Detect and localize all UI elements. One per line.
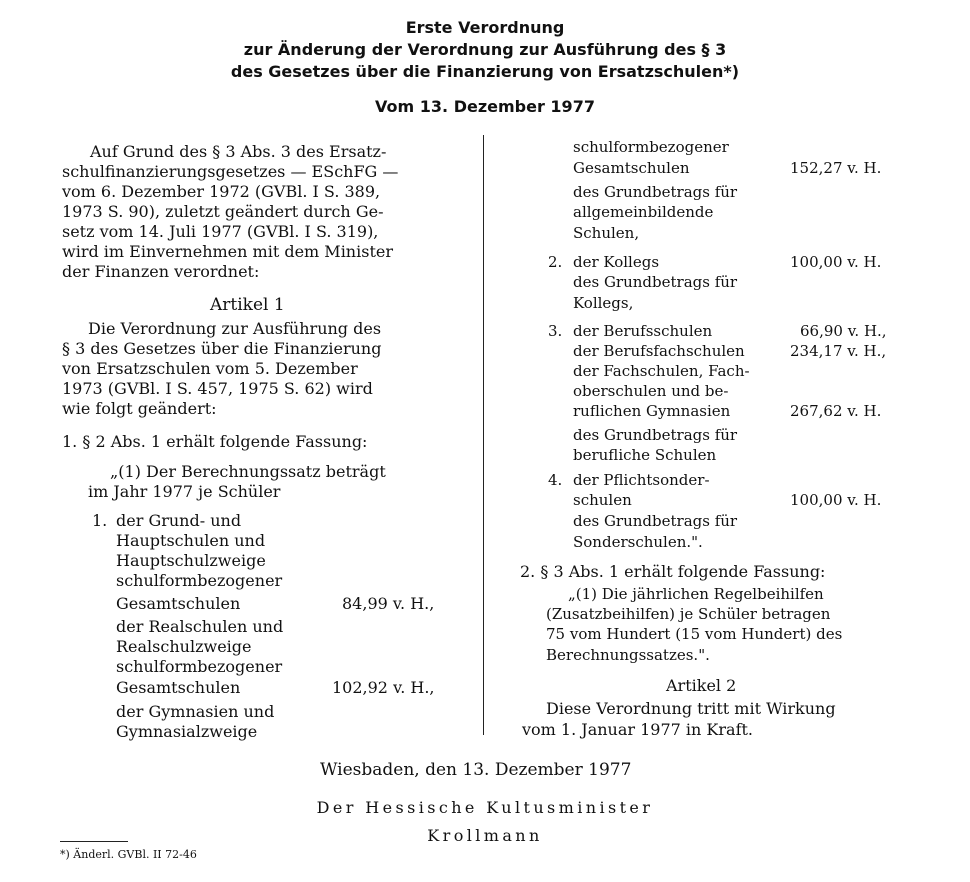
sub-item-number: 1. — [92, 511, 108, 530]
percentage-value: 66,90 v. H., — [800, 322, 887, 340]
column-divider — [483, 135, 484, 735]
item-1-heading: 1. § 2 Abs. 1 erhält folgende Fassung: — [62, 432, 368, 451]
sub-item-line: Hauptschulzweige — [116, 551, 266, 570]
intro-line: setz vom 14. Juli 1977 (GVBl. I S. 319), — [62, 222, 379, 241]
title-line-1: Erste Verordnung — [405, 18, 565, 37]
sub-item-line: der Grund- und — [116, 511, 242, 530]
sub-item-number: 4. — [548, 471, 563, 489]
date-line: Vom 13. Dezember 1977 — [375, 97, 595, 116]
footnote: *) Änderl. GVBl. II 72-46 — [60, 848, 197, 861]
quote2-line: „(1) Die jährlichen Regelbeihilfen — [568, 585, 824, 603]
right-line: schulformbezogener — [573, 138, 729, 156]
place-date: Wiesbaden, den 13. Dezember 1977 — [320, 760, 632, 780]
sub-item-line: der Realschulen und — [116, 617, 284, 636]
right-line: oberschulen und be- — [573, 382, 729, 400]
sub-item-line: Gymnasialzweige — [116, 722, 258, 741]
art2-line: vom 1. Januar 1977 in Kraft. — [522, 720, 754, 739]
quote2-line: (Zusatzbeihilfen) je Schüler betragen — [546, 605, 831, 623]
right-line: allgemeinbildende — [573, 203, 714, 221]
percentage-value: 152,27 v. H. — [790, 159, 882, 177]
art1-line: § 3 des Gesetzes über die Finanzierung — [62, 339, 382, 358]
right-line: der Pflichtsonder- — [573, 471, 710, 489]
right-line: der Berufsfachschulen — [573, 342, 745, 360]
right-line: der Fachschulen, Fach- — [573, 362, 750, 380]
title-line-2: zur Änderung der Verordnung zur Ausführung des § 3 — [243, 40, 727, 59]
sub-item-line: Realschulzweige — [116, 637, 252, 656]
quote-line: im Jahr 1977 je Schüler — [88, 482, 281, 501]
intro-line: 1973 S. 90), zuletzt geändert durch Ge- — [62, 202, 384, 221]
artikel-1-heading: Artikel 1 — [210, 295, 285, 315]
sub-item-line: Gesamtschulen — [116, 678, 241, 697]
art1-line: 1973 (GVBl. I S. 457, 1975 S. 62) wird — [62, 379, 373, 398]
right-line: des Grundbetrags für — [573, 273, 738, 291]
artikel-2-heading: Artikel 2 — [666, 676, 737, 695]
intro-line: vom 6. Dezember 1972 (GVBl. I S. 389, — [62, 182, 381, 201]
title-line-3: des Gesetzes über die Finanzierung von Ersatzschulen*) — [230, 62, 740, 81]
right-line: berufliche Schulen — [573, 446, 717, 464]
sub-item-line: Gesamtschulen — [116, 594, 241, 613]
right-line: der Kollegs — [573, 253, 660, 271]
right-line: des Grundbetrags für — [573, 512, 738, 530]
right-line: der Berufsschulen — [573, 322, 713, 340]
intro-line: der Finanzen verordnet: — [62, 262, 260, 281]
right-line: des Grundbetrags für — [573, 426, 738, 444]
quote2-line: Berechnungssatzes.". — [546, 646, 710, 664]
intro-line: wird im Einvernehmen mit dem Minister — [62, 242, 393, 261]
sub-item-number: 2. — [548, 253, 563, 271]
sub-item-line: schulformbezogener — [116, 657, 283, 676]
right-line: Sonderschulen.". — [573, 533, 703, 551]
right-line: Gesamtschulen — [573, 159, 690, 177]
sub-item-line: schulformbezogener — [116, 571, 283, 590]
art1-line: von Ersatzschulen vom 5. Dezember — [62, 359, 358, 378]
sub-item-number: 3. — [548, 322, 563, 340]
art1-line: Die Verordnung zur Ausführung des — [88, 319, 382, 338]
percentage-value: 102,92 v. H., — [332, 678, 435, 697]
quote2-line: 75 vom Hundert (15 vom Hundert) des — [546, 625, 843, 643]
item-2-heading: 2. § 3 Abs. 1 erhält folgende Fassung: — [520, 562, 826, 581]
right-line: Schulen, — [573, 224, 640, 242]
sub-item-line: der Gymnasien und — [116, 702, 275, 721]
percentage-value: 84,99 v. H., — [342, 594, 435, 613]
right-line: schulen — [573, 491, 632, 509]
right-line: ruflichen Gymnasien — [573, 402, 731, 420]
footnote-rule — [60, 841, 128, 842]
percentage-value: 234,17 v. H., — [790, 342, 887, 360]
percentage-value: 100,00 v. H. — [790, 253, 882, 271]
percentage-value: 267,62 v. H. — [790, 402, 882, 420]
sub-item-line: Hauptschulen und — [116, 531, 266, 550]
right-line: des Grundbetrags für — [573, 183, 738, 201]
art2-line: Diese Verordnung tritt mit Wirkung — [546, 699, 836, 718]
signatory-name: Krollmann — [427, 826, 543, 845]
percentage-value: 100,00 v. H. — [790, 491, 882, 509]
quote-line: „(1) Der Berechnungssatz beträgt — [110, 462, 386, 481]
office-title: Der Hessische Kultusminister — [316, 798, 654, 817]
intro-line: Auf Grund des § 3 Abs. 3 des Ersatz- — [90, 142, 387, 161]
art1-line: wie folgt geändert: — [62, 399, 217, 418]
right-line: Kollegs, — [573, 294, 634, 312]
intro-line: schulfinanzierungsgesetzes — ESchFG — — [62, 162, 399, 181]
